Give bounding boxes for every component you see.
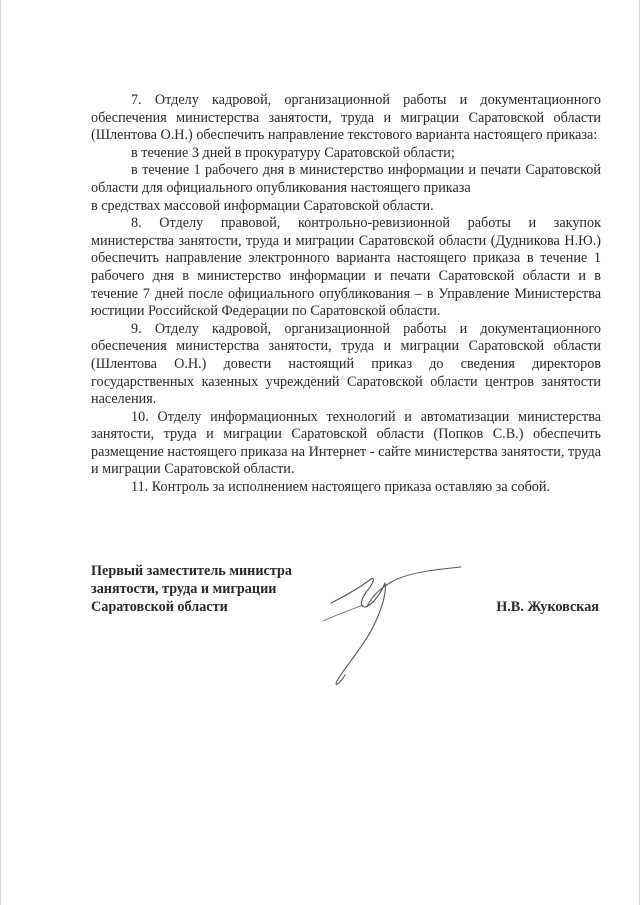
signatory-title-line: занятости, труда и миграции [91,580,277,597]
paragraph-item-9: 9. Отделу кадровой, организационной работы и документационного обеспечения министерства занятости, труда и миграции Саратовской области (Шлентова О.Н.) довести настоящий приказ до сведения директоров государственных казенных учреждений Саратовской области центров занятости населения. [91,320,601,408]
paragraph-item-10: 10. Отделу информационных технологий и автоматизации министерства занятости, труда и миграции Саратовской области (Попков С.В.) обеспечить размещение настоящего приказа на Интернет - сайте министерства занятости, труда и миграции Саратовской области. [91,408,601,478]
paragraph-item-11: 11. Контроль за исполнением настоящего приказа оставляю за собой. [131,479,551,496]
signatory-name: Н.В. Жуковская [496,599,599,615]
signature-block [91,563,601,693]
signatory-title-line: Первый заместитель министра [91,563,292,579]
paragraph-item-7-sub-2: в течение 1 рабочего дня в министерство информации и печати Саратовской области для официального опубликования настоящего приказа [91,162,601,196]
document-body [91,92,601,497]
paragraph-item-7-sub-2-cont: в средствах массовой информации Саратовской области. [91,197,434,214]
signatory-title-line: Саратовской области [91,598,228,615]
signatory-title [91,563,331,616]
paragraph-item-7-sub-1: в течение 3 дней в прокуратуру Саратовской области; [131,144,455,161]
paragraph-item-7: 7. Отделу кадровой, организационной работы и документационного обеспечения министерства занятости, труда и миграции Саратовской области (Шлентова О.Н.) обеспечить направление текстового варианта настоящего приказа: [91,92,601,144]
paragraph-item-8: 8. Отделу правовой, контрольно-ревизионной работы и закупок министерства занятости, труда и миграции Саратовской области (Дудникова Н.Ю.) обеспечить направление электронного варианта настоящего приказа в течение 1 рабочего дня в министерство информации и печати Саратовской области и в течение 7 дней после официального опубликования – в Управление Министерства юстиции Российской Федерации по Саратовской области. [91,215,601,320]
handwritten-signature-icon [301,563,481,691]
